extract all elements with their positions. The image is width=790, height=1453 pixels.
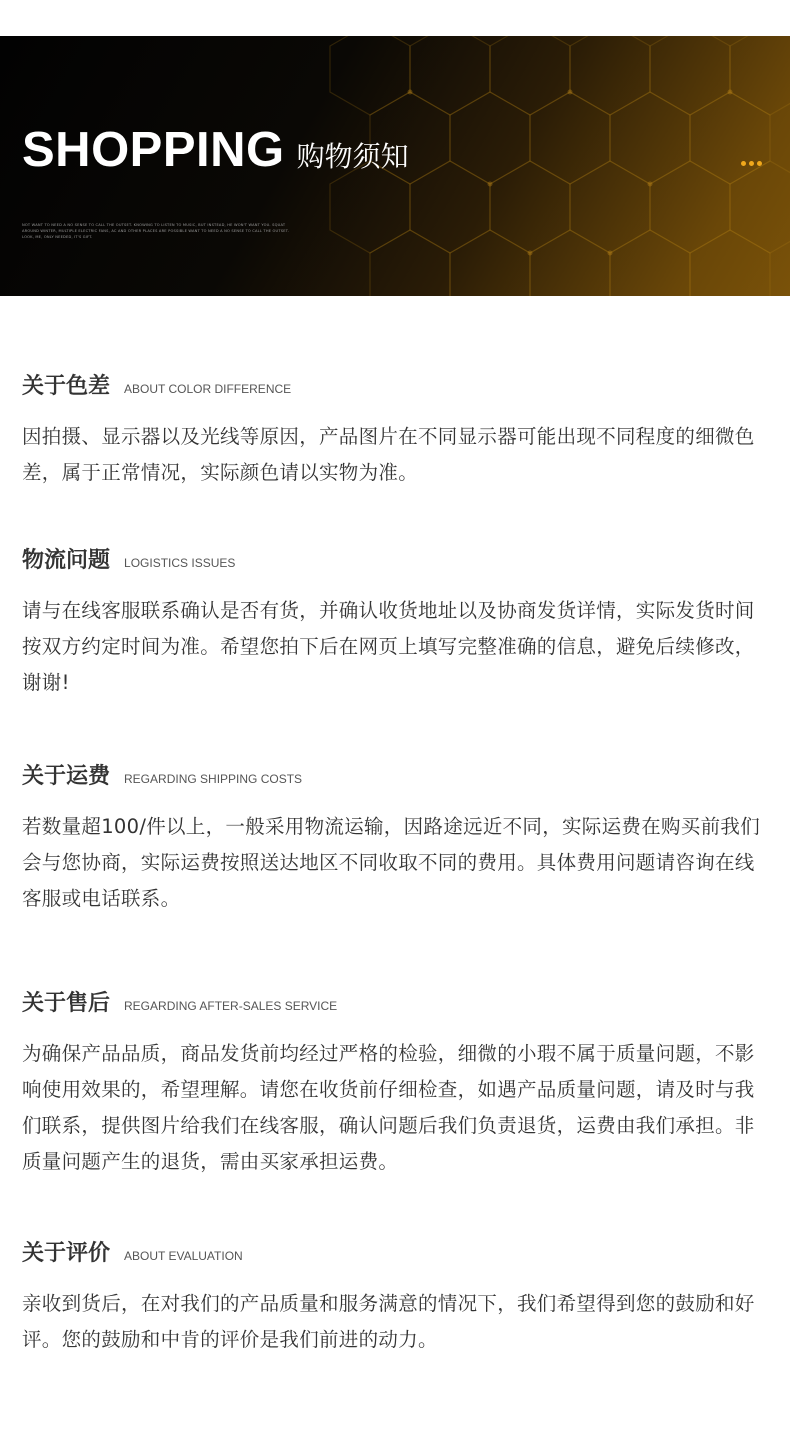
ellipsis-dots-icon [741, 161, 762, 166]
section-subtitle: ABOUT COLOR DIFFERENCE [124, 382, 292, 396]
section-title: 关于评价 [22, 1241, 111, 1266]
dot-icon [741, 161, 746, 166]
section-evaluation [22, 1236, 767, 1358]
fine-print: NOT WANT TO NEED A NO SENSE TO CALL THE OUTSET. KNOWING TO LISTEN TO MUSIC, BUT INSTEAD, HE WON'T WANT YOU. SQUAT AROUND WINTER, MULTIPLE ELECTRIC FANS, AC AND OTHER PLACES ARE POSSIBLE WANT TO NEED A NO SENSE TO CALL THE OUTSET. LOOK, ME, ONLY NEEDED, IT'S GIFT. [22, 223, 290, 239]
section-heading [22, 543, 767, 577]
section-heading [22, 1236, 767, 1270]
section-title: 关于运费 [22, 764, 111, 789]
section-title: 关于售后 [22, 991, 111, 1016]
banner-title [22, 122, 409, 178]
section-title: 关于色差 [22, 374, 111, 399]
section-shipping-costs [22, 759, 767, 917]
title-english: SHOPPING [22, 123, 285, 177]
dot-icon [757, 161, 762, 166]
section-after-sales [22, 986, 767, 1180]
section-subtitle: LOGISTICS ISSUES [124, 556, 236, 570]
section-logistics [22, 543, 767, 701]
section-title: 物流问题 [22, 548, 111, 573]
section-heading [22, 759, 767, 793]
section-subtitle: ABOUT EVALUATION [124, 1249, 243, 1263]
section-text: 若数量超100/件以上，一般采用物流运输，因路途远近不同，实际运费在购买前我们会与您协商，实际运费按照送达地区不同收取不同的费用。具体费用问题请咨询在线客服或电话联系。 [22, 815, 760, 910]
section-text: 亲收到货后，在对我们的产品质量和服务满意的情况下，我们希望得到您的鼓励和好评。您的鼓励和中肯的评价是我们前进的动力。 [22, 1292, 755, 1351]
section-color-difference [22, 369, 767, 491]
dot-icon [749, 161, 754, 166]
section-text: 为确保产品品质，商品发货前均经过严格的检验，细微的小瑕不属于质量问题，不影响使用效果的，希望理解。请您在收货前仔细检查，如遇产品质量问题，请及时与我们联系，提供图片给我们在线客服，确认问题后我们负责退货，运费由我们承担。非质量问题产生的退货，需由买家承担运费。 [22, 1042, 755, 1173]
section-text: 因拍摄、显示器以及光线等原因，产品图片在不同显示器可能出现不同程度的细微色差，属于正常情况，实际颜色请以实物为准。 [22, 425, 755, 484]
section-heading [22, 369, 767, 403]
section-subtitle: REGARDING SHIPPING COSTS [124, 772, 303, 786]
section-subtitle: REGARDING AFTER-SALES SERVICE [124, 999, 338, 1013]
section-heading [22, 986, 767, 1020]
title-chinese: 购物须知 [296, 140, 409, 173]
shopping-banner [0, 36, 790, 296]
section-text: 请与在线客服联系确认是否有货，并确认收货地址以及协商发货详情，实际发货时间按双方约定时间为准。希望您拍下后在网页上填写完整准确的信息，避免后续修改，谢谢! [22, 599, 755, 694]
